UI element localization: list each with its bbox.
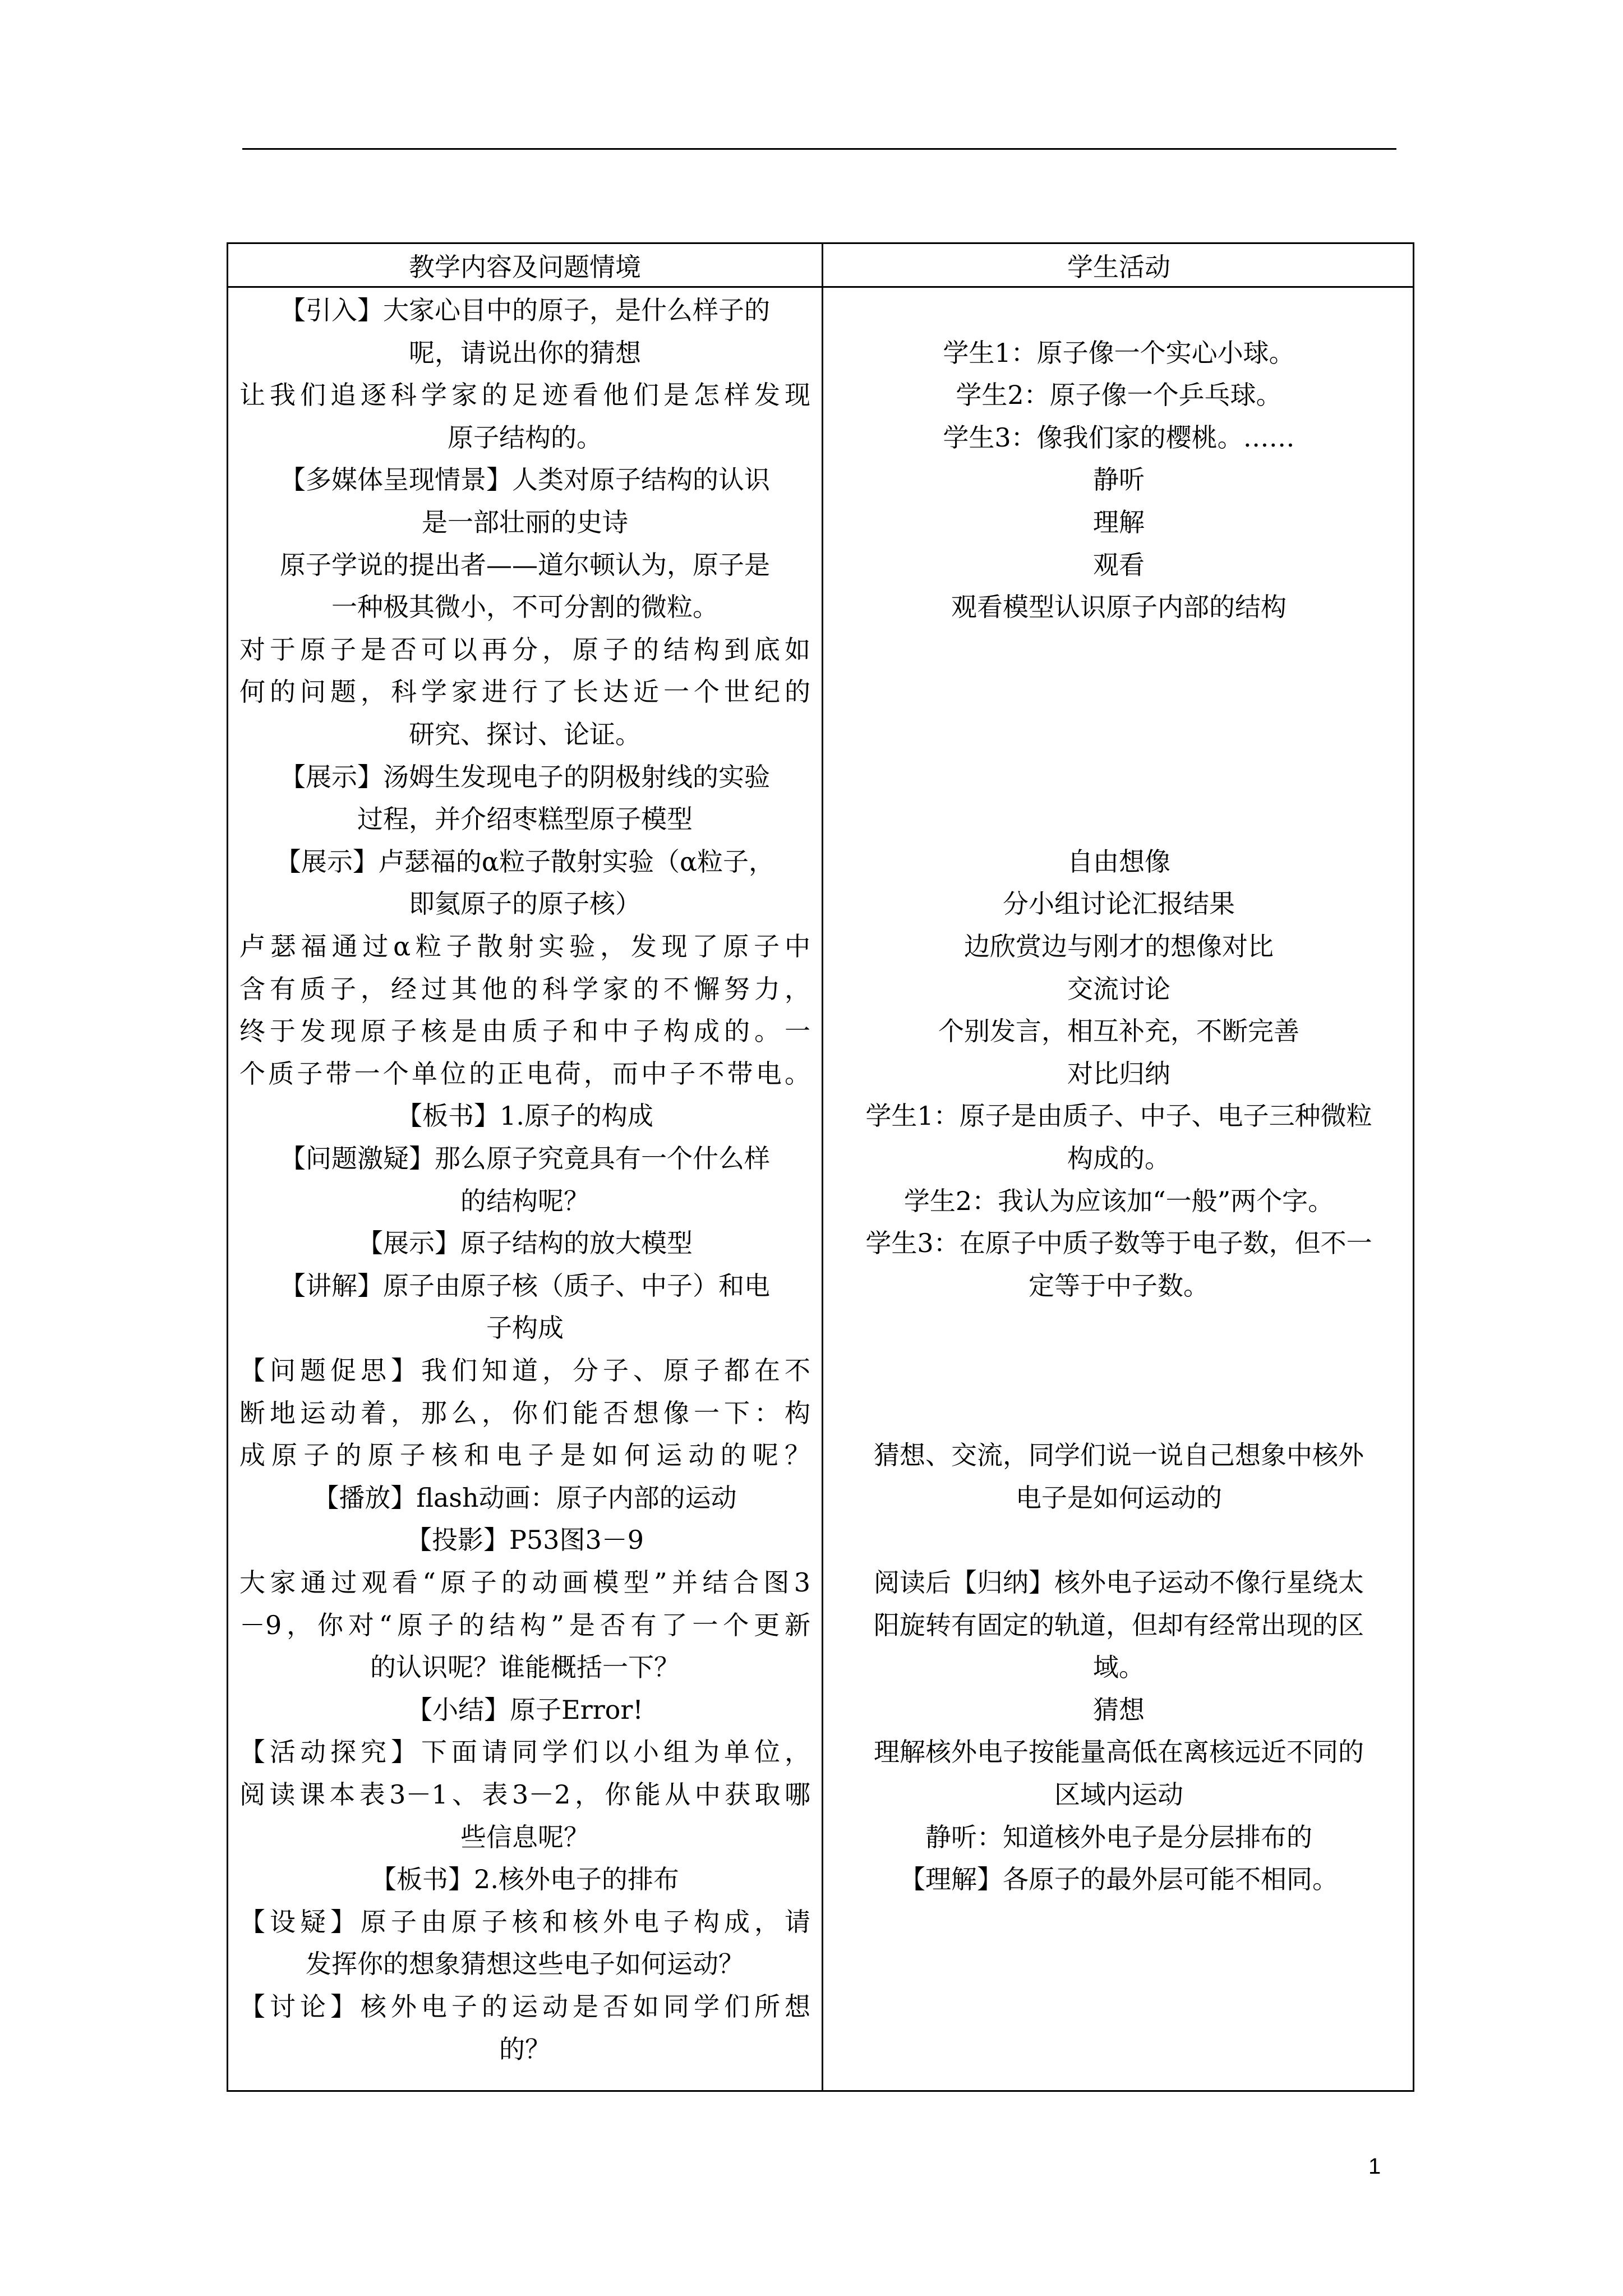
header-rule: [242, 148, 1396, 150]
student-activity-line: 静听：知道核外电子是分层排布的: [925, 1821, 1312, 1852]
header-student-activity: 学生活动: [1067, 251, 1170, 282]
student-activity-line: 学生1：原子是由质子、中子、电子三种微粒: [865, 1101, 1372, 1131]
student-activity-line: 猜想、交流，同学们说一说自己想象中核外: [874, 1440, 1364, 1471]
teaching-content-line: 的认识呢？谁能概括一下？: [370, 1652, 680, 1683]
teaching-content-line: 发挥你的想象猜想这些电子如何运动？: [306, 1949, 744, 1980]
student-activity-line: 观看: [1093, 549, 1145, 580]
teaching-content-line: 的？: [499, 2033, 551, 2064]
student-activity-line: 阳旋转有固定的轨道，但却有经常出现的区: [874, 1609, 1364, 1640]
student-activity-line: 定等于中子数。: [1029, 1270, 1209, 1301]
teaching-content-line: 含有质子，经过其他的科学家的不懈努力，: [239, 973, 810, 1004]
teaching-content-line: 【展示】汤姆生发现电子的阴极射线的实验: [280, 761, 770, 792]
teaching-content-line: 阅读课本表3－1、表3－2，你能从中获取哪: [239, 1779, 810, 1810]
student-activity-line: 理解核外电子按能量高低在离核远近不同的: [874, 1737, 1364, 1768]
student-activity-line: 构成的。: [1067, 1143, 1170, 1174]
student-activity-line: 理解: [1093, 507, 1145, 537]
teaching-content-line: 终于发现原子核是由质子和中子构成的。一: [239, 1016, 810, 1047]
student-activity-line: 对比归纳: [1067, 1058, 1170, 1089]
teaching-content-line: 过程，并介绍枣糕型原子模型: [357, 804, 693, 835]
student-activity-line: 观看模型认识原子内部的结构: [951, 592, 1287, 623]
teaching-content-line: 大家通过观看“原子的动画模型”并结合图3: [239, 1567, 810, 1598]
student-activity-line: 阅读后【归纳】核外电子运动不像行星绕太: [874, 1567, 1364, 1598]
teaching-content-line: 【小结】原子Error!: [407, 1694, 643, 1725]
student-activity-line: 静听: [1093, 464, 1145, 495]
teaching-content-line: 原子学说的提出者——道尔顿认为，原子是: [280, 549, 770, 580]
header-teaching-content: 教学内容及问题情境: [409, 251, 641, 282]
student-activity-line: 学生3：像我们家的樱桃。……: [943, 422, 1295, 453]
teaching-content-line: 研究、探讨、论证。: [409, 719, 641, 749]
column-divider: [822, 244, 823, 2090]
page-number: 1: [1368, 2154, 1381, 2179]
student-activity-line: 学生3：在原子中质子数等于电子数，但不一: [865, 1228, 1372, 1259]
teaching-content-line: －9，你对“原子的结构”是否有了一个更新: [239, 1609, 810, 1640]
teaching-content-line: 原子结构的。: [448, 422, 602, 453]
student-activity-line: 学生2：原子像一个乒乓球。: [956, 380, 1282, 411]
student-activity-line: 区域内运动: [1054, 1779, 1183, 1810]
student-activity-line: 分小组讨论汇报结果: [1003, 889, 1235, 919]
student-activity-line: 域。: [1093, 1652, 1145, 1683]
teaching-content-line: 【展示】卢瑟福的α粒子散射实验（α粒子，: [275, 846, 775, 877]
student-activity-line: 交流讨论: [1067, 973, 1170, 1004]
teaching-content-line: 的结构呢？: [460, 1185, 589, 1216]
teaching-content-line: 【问题促思】我们知道，分子、原子都在不: [239, 1355, 810, 1386]
teaching-content-line: 子构成: [486, 1313, 564, 1343]
teaching-content-line: 【活动探究】下面请同学们以小组为单位，: [239, 1737, 810, 1768]
teaching-content-line: 【多媒体呈现情景】人类对原子结构的认识: [280, 464, 770, 495]
lesson-table: [227, 242, 1414, 2092]
teaching-content-line: 【投影】P53图3－9: [405, 1525, 644, 1556]
teaching-content-line: 【板书】1.原子的构成: [396, 1101, 653, 1131]
teaching-content-line: 【讲解】原子由原子核（质子、中子）和电: [280, 1270, 770, 1301]
teaching-content-line: 一种极其微小，不可分割的微粒。: [331, 592, 718, 623]
teaching-content-line: 对于原子是否可以再分，原子的结构到底如: [239, 634, 810, 665]
teaching-content-line: 卢瑟福通过α粒子散射实验，发现了原子中: [239, 931, 810, 961]
student-activity-line: 猜想: [1093, 1694, 1145, 1725]
teaching-content-line: 【问题激疑】那么原子究竟具有一个什么样: [280, 1143, 770, 1174]
student-activity-line: 自由想像: [1067, 846, 1170, 877]
teaching-content-line: 【讨论】核外电子的运动是否如同学们所想: [239, 1991, 810, 2022]
teaching-content-line: 【引入】大家心目中的原子，是什么样子的: [280, 295, 770, 325]
teaching-content-line: 【设疑】原子由原子核和核外电子构成，请: [239, 1906, 810, 1937]
teaching-content-line: 成原子的原子核和电子是如何运动的呢？: [239, 1440, 810, 1471]
teaching-content-line: 【板书】2.核外电子的排布: [371, 1864, 679, 1895]
student-activity-line: 电子是如何运动的: [1016, 1482, 1222, 1513]
student-activity-line: 学生2：我认为应该加“一般”两个字。: [903, 1185, 1334, 1216]
student-activity-line: 个别发言，相互补充，不断完善: [938, 1016, 1299, 1047]
teaching-content-line: 个质子带一个单位的正电荷，而中子不带电。: [239, 1058, 810, 1089]
teaching-content-line: 呢，请说出你的猜想: [409, 337, 641, 368]
teaching-content-line: 些信息呢？: [460, 1821, 589, 1852]
teaching-content-line: 让我们追逐科学家的足迹看他们是怎样发现: [239, 380, 810, 411]
student-activity-line: 【理解】各原子的最外层可能不相同。: [900, 1864, 1338, 1895]
student-activity-line: 边欣赏边与刚才的想像对比: [964, 931, 1274, 961]
teaching-content-line: 【展示】原子结构的放大模型: [357, 1228, 693, 1259]
teaching-content-line: 即氦原子的原子核）: [409, 889, 641, 919]
teaching-content-line: 是一部壮丽的史诗: [422, 507, 628, 537]
teaching-content-line: 断地运动着，那么，你们能否想像一下：构: [239, 1397, 810, 1428]
teaching-content-line: 【播放】flash动画：原子内部的运动: [313, 1482, 737, 1513]
student-activity-line: 学生1：原子像一个实心小球。: [943, 337, 1295, 368]
teaching-content-line: 何的问题，科学家进行了长达近一个世纪的: [239, 677, 810, 707]
header-row-divider: [228, 286, 1413, 288]
